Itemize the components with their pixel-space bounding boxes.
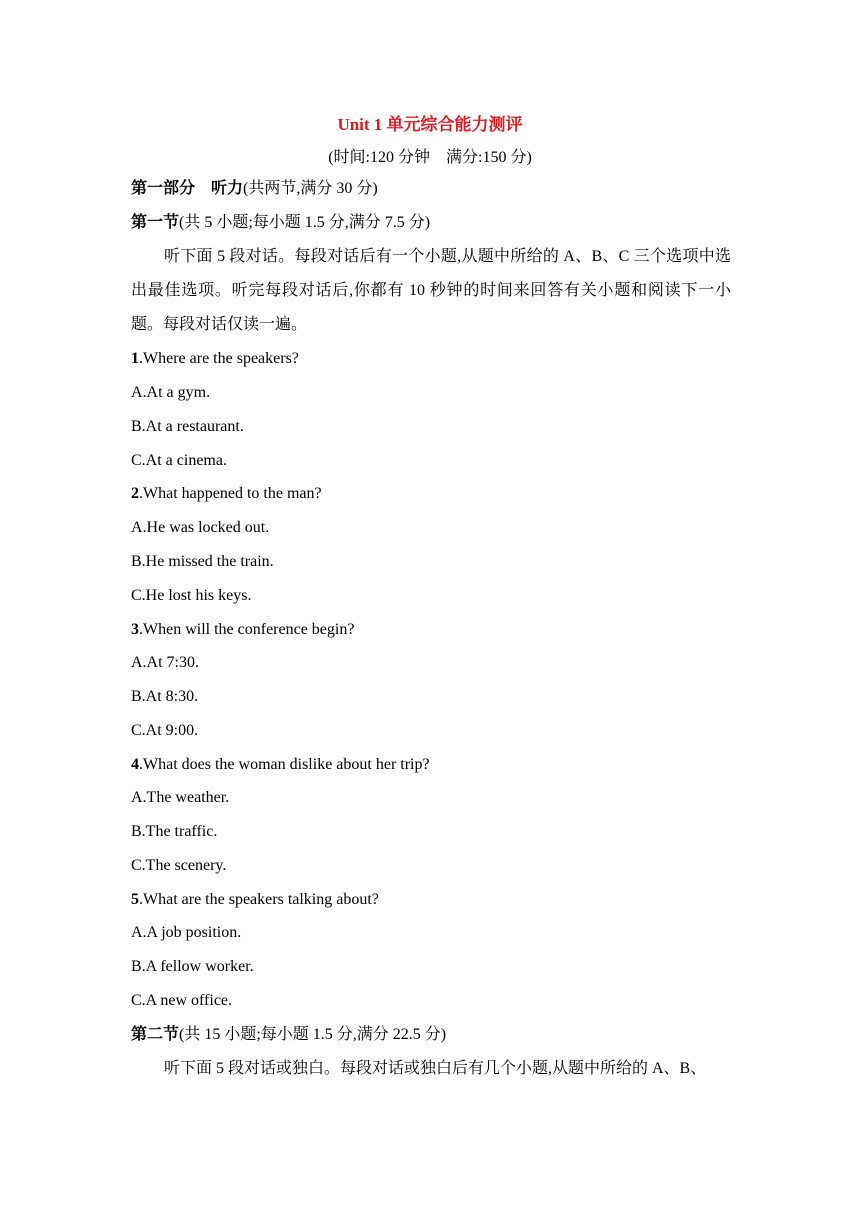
section1-heading-detail: (共 5 小题;每小题 1.5 分,满分 7.5 分) bbox=[179, 214, 431, 231]
option-a: A.He was locked out. bbox=[131, 519, 270, 536]
part1-heading-detail: (共两节,满分 30 分) bbox=[243, 180, 378, 197]
option-b: B.At a restaurant. bbox=[131, 418, 244, 435]
section2-instructions: 听下面 5 段对话或独白。每段对话或独白后有几个小题,从题中所给的 A、B、 bbox=[164, 1060, 707, 1077]
question-text: .What happened to the man? bbox=[139, 485, 322, 502]
question-number: 2 bbox=[131, 485, 139, 502]
question-1 bbox=[131, 348, 731, 370]
question-number: 5 bbox=[131, 891, 139, 908]
section1-heading-label: 第一节 bbox=[131, 214, 180, 231]
question-5 bbox=[131, 889, 731, 911]
option-a: A.The weather. bbox=[131, 789, 230, 806]
section2-heading-label: 第二节 bbox=[131, 1026, 180, 1043]
option-c: C.The scenery. bbox=[131, 857, 227, 874]
part1-heading bbox=[131, 178, 731, 200]
question-number: 3 bbox=[131, 621, 139, 638]
question-text: .When will the conference begin? bbox=[139, 621, 355, 638]
option-a: A.A job position. bbox=[131, 924, 242, 941]
question-text: .What are the speakers talking about? bbox=[139, 891, 379, 908]
section1-heading bbox=[131, 212, 731, 234]
section2-heading-detail: (共 15 小题;每小题 1.5 分,满分 22.5 分) bbox=[179, 1026, 447, 1043]
option-b: B.The traffic. bbox=[131, 823, 218, 840]
question-number: 4 bbox=[131, 756, 139, 773]
option-b: B.He missed the train. bbox=[131, 553, 274, 570]
option-b: B.At 8:30. bbox=[131, 688, 199, 705]
option-c: C.At a cinema. bbox=[131, 452, 227, 469]
section1-instructions: 听下面 5 段对话。每段对话后有一个小题,从题中所给的 A、B、C 三个选项中选出最佳选项。听完每段对话后,你都有 10 秒钟的时间来回答有关小题和阅读下一小题。每段对话仅读一遍。 bbox=[131, 248, 731, 333]
question-number: 1 bbox=[131, 350, 139, 367]
section2-heading bbox=[131, 1024, 731, 1046]
option-b: B.A fellow worker. bbox=[131, 958, 254, 975]
question-3 bbox=[131, 619, 731, 641]
option-c: C.A new office. bbox=[131, 992, 233, 1009]
exam-info: (时间:120 分钟 满分:150 分) bbox=[328, 149, 532, 166]
option-a: A.At a gym. bbox=[131, 384, 211, 401]
option-c: C.At 9:00. bbox=[131, 722, 199, 739]
option-c: C.He lost his keys. bbox=[131, 587, 252, 604]
question-text: .What does the woman dislike about her trip? bbox=[139, 756, 430, 773]
question-4 bbox=[131, 754, 731, 776]
part1-heading-label: 第一部分 听力 bbox=[131, 180, 244, 197]
question-2 bbox=[131, 483, 731, 505]
page-title: Unit 1 单元综合能力测评 bbox=[337, 115, 523, 134]
option-a: A.At 7:30. bbox=[131, 654, 199, 671]
question-text: .Where are the speakers? bbox=[139, 350, 299, 367]
